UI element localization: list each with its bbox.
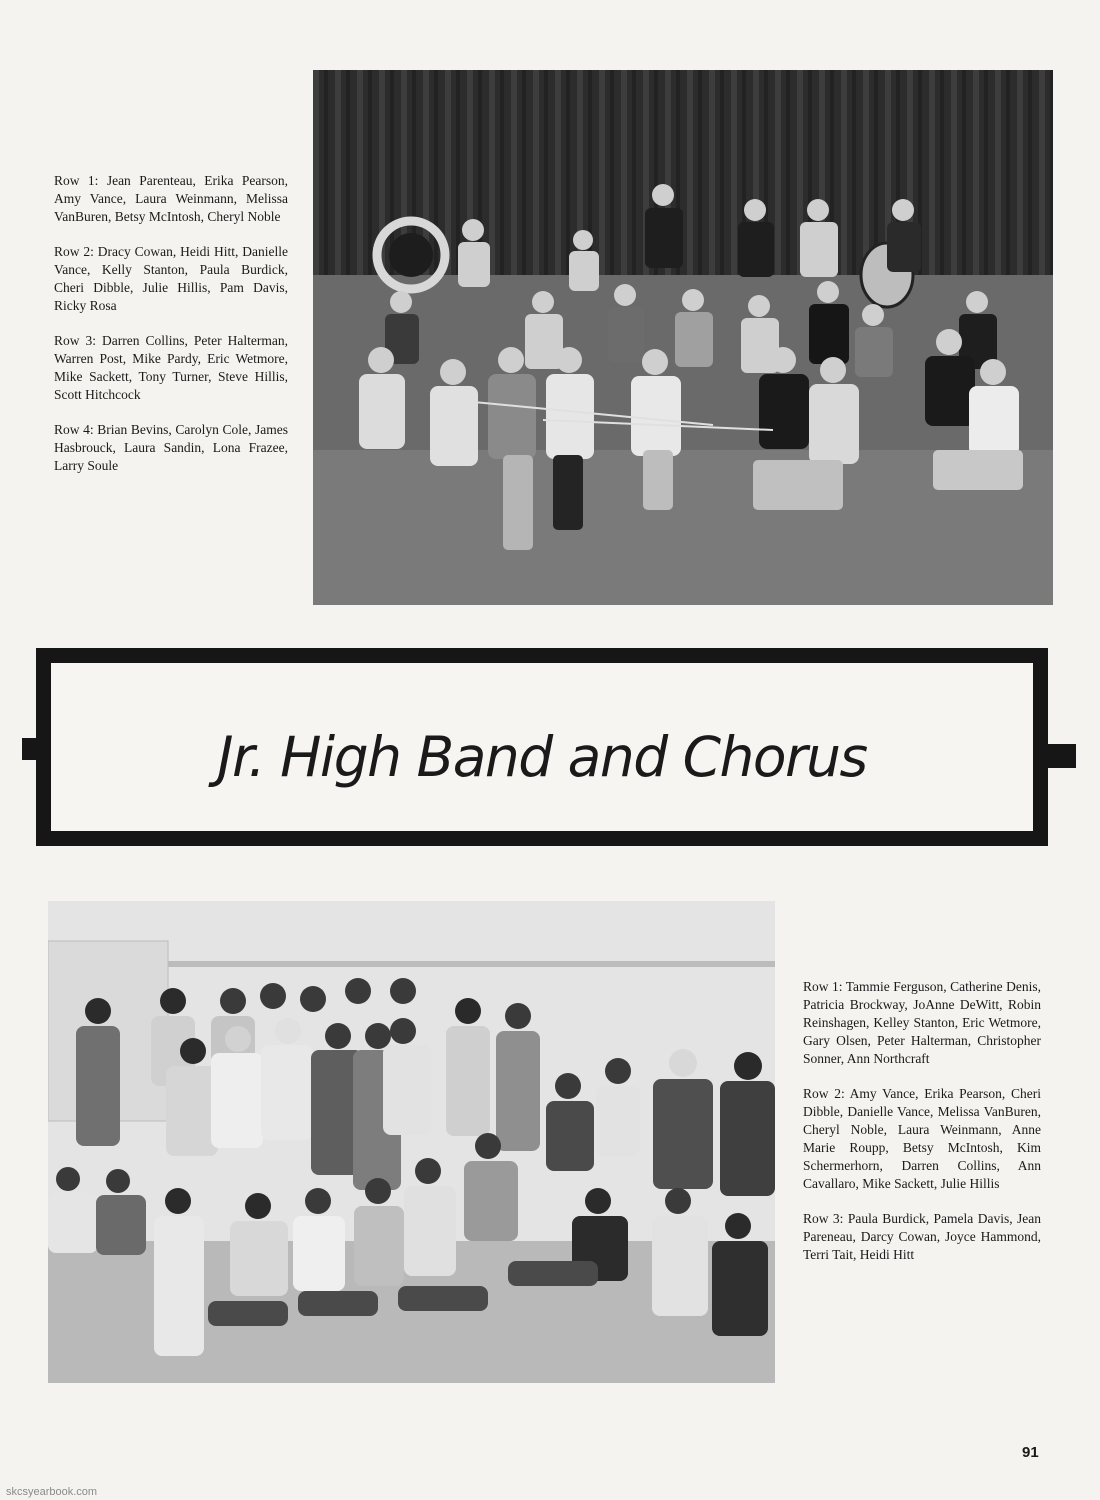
page-number: 91 xyxy=(1022,1444,1039,1461)
chorus-caption-row-2: Row 2: Amy Vance, Erika Pearson, Cheri Dibble, Danielle Vance, Melissa VanBuren, Cheryl Noble, Laura Weinmann, Anne Marie Roupp, Betsy McIntosh, Kim Schermerhorn, Darren Collins, Ann Cavallaro, Mike Sackett, Julie Hillis xyxy=(803,1086,1041,1191)
chorus-caption-row-3: Row 3: Paula Burdick, Pamela Davis, Jean Pareneau, Darcy Cowan, Joyce Hammond, Terri Tait, Heidi Hitt xyxy=(803,1211,1041,1262)
band-caption-row-2: Row 2: Dracy Cowan, Heidi Hitt, Danielle Vance, Kelly Stanton, Paula Burdick, Cheri Dibble, Julie Hillis, Pam Davis, Ricky Rosa xyxy=(54,244,288,313)
band-caption xyxy=(54,172,288,492)
band-caption-row-1: Row 1: Jean Parenteau, Erika Pearson, Amy Vance, Laura Weinmann, Melissa VanBuren, Betsy McIntosh, Cheryl Noble xyxy=(54,173,288,224)
chorus-caption xyxy=(803,978,1041,1281)
band-caption-row-3: Row 3: Darren Collins, Peter Halterman, Warren Post, Mike Pardy, Eric Wetmore, Mike Sackett, Tony Turner, Steve Hillis, Scott Hitchcock xyxy=(54,333,288,402)
title-tab-right xyxy=(1046,744,1076,768)
band-caption-row-4: Row 4: Brian Bevins, Carolyn Cole, James Hasbrouck, Laura Sandin, Lona Frazee, Larry Soule xyxy=(54,422,288,473)
title-banner-inner xyxy=(51,663,1033,831)
watermark: skcsyearbook.com xyxy=(6,1486,98,1498)
title-banner xyxy=(36,648,1048,846)
band-photo xyxy=(313,70,1053,605)
chorus-photo xyxy=(48,901,775,1383)
page-title: Jr. High Band and Chorus xyxy=(217,725,867,789)
band-photo-image xyxy=(313,70,1053,605)
chorus-photo-image xyxy=(48,901,775,1383)
chorus-caption-row-1: Row 1: Tammie Ferguson, Catherine Denis, Patricia Brockway, JoAnne DeWitt, Robin Reinshagen, Kelley Stanton, Eric Wetmore, Gary Olsen, Peter Halterman, Christopher Sonner, Ann Northcraft xyxy=(803,979,1041,1066)
